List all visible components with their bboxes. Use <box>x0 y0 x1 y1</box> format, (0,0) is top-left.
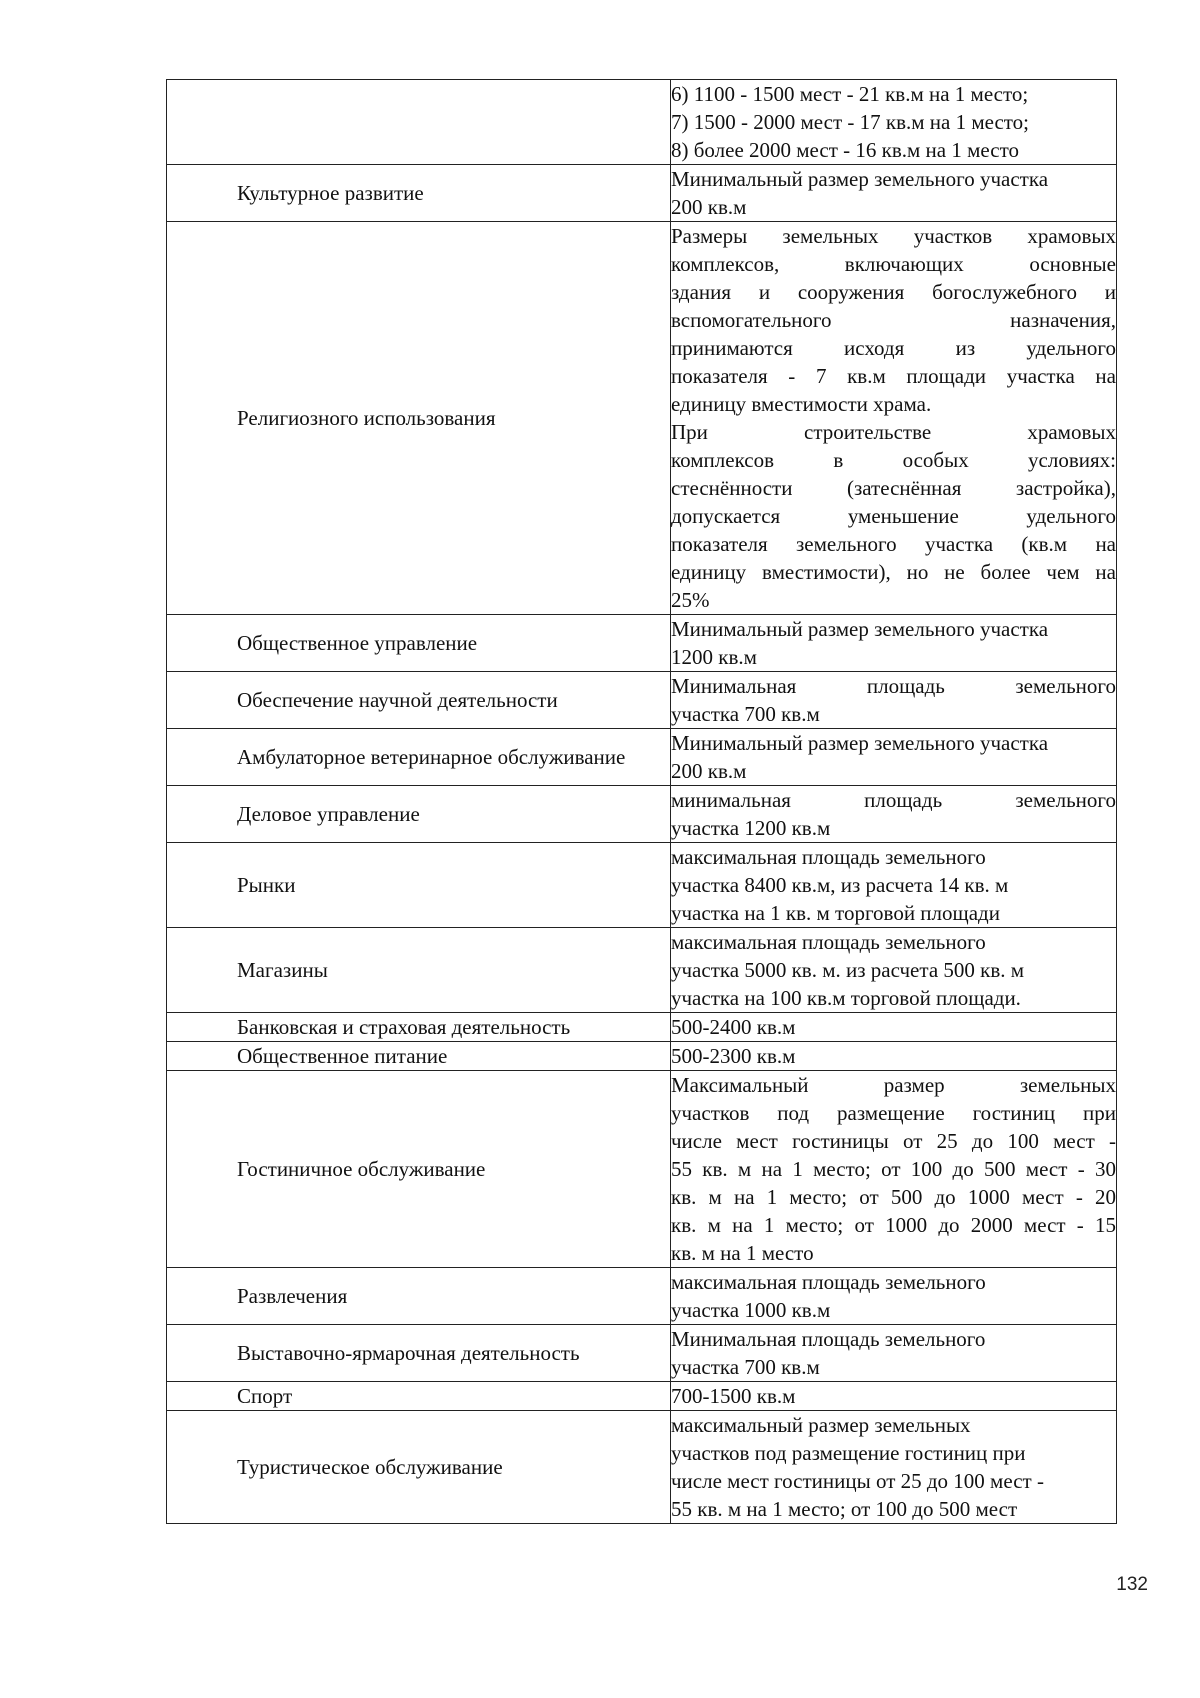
plot-size-line: минимальная площадь земельного <box>671 788 1116 812</box>
land-use-type-cell <box>167 1411 671 1524</box>
land-use-type-cell <box>167 222 671 615</box>
land-use-type: Банковская и страховая деятельность <box>237 1015 571 1039</box>
plot-size-line: 7) 1500 - 2000 мест - 17 кв.м на 1 место; <box>671 110 1030 134</box>
plot-size-line: 1200 кв.м <box>671 645 757 669</box>
land-use-type: Религиозного использования <box>237 406 496 430</box>
plot-size-line: 700-1500 кв.м <box>671 1384 796 1408</box>
plot-size-cell <box>671 1042 1117 1071</box>
land-use-type-cell <box>167 1268 671 1325</box>
plot-size-line: участка 1000 кв.м <box>671 1298 831 1322</box>
plot-size-cell <box>671 1013 1117 1042</box>
plot-size-line: 25% <box>671 588 710 612</box>
plot-size-line: участков под размещение гостиниц при <box>671 1101 1116 1125</box>
table-row <box>167 1042 1117 1071</box>
plot-size-line: Минимальный размер земельного участка <box>671 617 1049 641</box>
table-row <box>167 1268 1117 1325</box>
plot-size-line: здания и сооружения богослужебного и <box>671 280 1116 304</box>
plot-size-cell <box>671 1268 1117 1325</box>
plot-size-line: 200 кв.м <box>671 195 747 219</box>
land-use-type: Магазины <box>237 958 328 982</box>
plot-size-line: 55 кв. м на 1 место; от 100 до 500 мест - 30 <box>671 1157 1116 1181</box>
land-use-type: Спорт <box>237 1384 293 1408</box>
land-use-type-cell <box>167 165 671 222</box>
land-use-type: Культурное развитие <box>237 181 424 205</box>
land-use-type-cell <box>167 786 671 843</box>
plot-size-line: 200 кв.м <box>671 759 747 783</box>
land-use-type: Гостиничное обслуживание <box>237 1157 486 1181</box>
plot-size-line: стеснённости (затеснённая застройка), <box>671 476 1116 500</box>
plot-size-line: принимаются исходя из удельного <box>671 336 1116 360</box>
table-row <box>167 222 1117 615</box>
plot-size-cell <box>671 843 1117 928</box>
plot-size-cell <box>671 1071 1117 1268</box>
plot-size-line: комплексов, включающих основные <box>671 252 1116 276</box>
plot-size-line: допускается уменьшение удельного <box>671 504 1116 528</box>
plot-size-line: кв. м на 1 место; от 1000 до 2000 мест - 15 <box>671 1213 1116 1237</box>
plot-size-line: 500-2300 кв.м <box>671 1044 796 1068</box>
plot-size-cell <box>671 672 1117 729</box>
land-use-type-cell <box>167 843 671 928</box>
plot-size-line: участков под размещение гостиниц при <box>671 1441 1026 1465</box>
table-row <box>167 1325 1117 1382</box>
plot-size-line: максимальная площадь земельного <box>671 1270 986 1294</box>
table-body <box>167 80 1117 1524</box>
table-row <box>167 1013 1117 1042</box>
plot-size-line: кв. м на 1 место <box>671 1241 814 1265</box>
plot-size-line: кв. м на 1 место; от 500 до 1000 мест - 20 <box>671 1185 1116 1209</box>
table-row <box>167 1411 1117 1524</box>
plot-size-line: участка 700 кв.м <box>671 1355 820 1379</box>
table-row <box>167 786 1117 843</box>
land-use-type-cell <box>167 615 671 672</box>
plot-size-line: числе мест гостиницы от 25 до 100 мест - <box>671 1129 1116 1153</box>
land-use-type-cell <box>167 1013 671 1042</box>
plot-size-cell <box>671 1411 1117 1524</box>
land-use-type: Деловое управление <box>237 802 420 826</box>
plot-size-cell <box>671 222 1117 615</box>
plot-size-line: участка 700 кв.м <box>671 702 820 726</box>
plot-size-line: участка 1200 кв.м <box>671 816 831 840</box>
plot-size-line: Минимальная площадь земельного <box>671 674 1116 698</box>
plot-size-line: Минимальный размер земельного участка <box>671 167 1049 191</box>
land-use-type-cell <box>167 1071 671 1268</box>
table-row <box>167 843 1117 928</box>
plot-size-line: участка на 100 кв.м торговой площади. <box>671 986 1021 1010</box>
plot-size-line: участка на 1 кв. м торговой площади <box>671 901 1000 925</box>
plot-size-line: числе мест гостиницы от 25 до 100 мест - <box>671 1469 1044 1493</box>
table-row <box>167 928 1117 1013</box>
land-use-type-cell <box>167 1325 671 1382</box>
land-use-type-cell <box>167 729 671 786</box>
plot-size-cell <box>671 165 1117 222</box>
land-use-type-cell <box>167 672 671 729</box>
plot-size-line: единицу вместимости храма. <box>671 392 932 416</box>
land-use-type-cell <box>167 80 671 165</box>
table-row <box>167 1071 1117 1268</box>
plot-size-line: Максимальный размер земельных <box>671 1073 1116 1097</box>
land-use-type-cell <box>167 928 671 1013</box>
plot-size-line: максимальный размер земельных <box>671 1413 971 1437</box>
plot-size-line: 500-2400 кв.м <box>671 1015 796 1039</box>
plot-size-line: 6) 1100 - 1500 мест - 21 кв.м на 1 место; <box>671 82 1029 106</box>
plot-size-line: вспомогательного назначения, <box>671 308 1116 332</box>
plot-size-line: Минимальная площадь земельного <box>671 1327 986 1351</box>
plot-size-cell <box>671 729 1117 786</box>
plot-size-cell <box>671 1382 1117 1411</box>
plot-size-line: Размеры земельных участков храмовых <box>671 224 1116 248</box>
land-use-type: Общественное управление <box>237 631 478 655</box>
land-use-type: Амбулаторное ветеринарное обслуживание <box>237 745 626 769</box>
plot-size-line: Минимальный размер земельного участка <box>671 731 1049 755</box>
plot-size-line: участка 5000 кв. м. из расчета 500 кв. м <box>671 958 1025 982</box>
land-use-type-cell <box>167 1042 671 1071</box>
land-use-type: Выставочно-ярмарочная деятельность <box>237 1341 580 1365</box>
table-row <box>167 80 1117 165</box>
table-row <box>167 729 1117 786</box>
land-use-type: Развлечения <box>237 1284 348 1308</box>
table-row <box>167 165 1117 222</box>
land-use-type: Обеспечение научной деятельности <box>237 688 558 712</box>
table-row <box>167 672 1117 729</box>
land-use-type: Рынки <box>237 873 296 897</box>
plot-size-cell <box>671 615 1117 672</box>
plot-size-line: показателя земельного участка (кв.м на <box>671 532 1116 556</box>
land-plot-size-table <box>166 79 1117 1524</box>
plot-size-line: 8) более 2000 мест - 16 кв.м на 1 место <box>671 138 1019 162</box>
plot-size-line: максимальная площадь земельного <box>671 930 986 954</box>
land-use-type-cell <box>167 1382 671 1411</box>
plot-size-cell <box>671 1325 1117 1382</box>
plot-size-cell <box>671 80 1117 165</box>
plot-size-line: комплексов в особых условиях: <box>671 448 1116 472</box>
plot-size-line: 55 кв. м на 1 место; от 100 до 500 мест <box>671 1497 1018 1521</box>
land-use-type: Общественное питание <box>237 1044 448 1068</box>
plot-size-cell <box>671 786 1117 843</box>
plot-size-line: показателя - 7 кв.м площади участка на <box>671 364 1116 388</box>
land-use-type: Туристическое обслуживание <box>237 1455 503 1479</box>
page-number: 132 <box>1116 1574 1148 1595</box>
plot-size-line: единицу вместимости), но не более чем на <box>671 560 1116 584</box>
table-row <box>167 615 1117 672</box>
plot-size-line: максимальная площадь земельного <box>671 845 986 869</box>
plot-size-line: участка 8400 кв.м, из расчета 14 кв. м <box>671 873 1009 897</box>
plot-size-cell <box>671 928 1117 1013</box>
plot-size-line: При строительстве храмовых <box>671 420 1116 444</box>
table-row <box>167 1382 1117 1411</box>
